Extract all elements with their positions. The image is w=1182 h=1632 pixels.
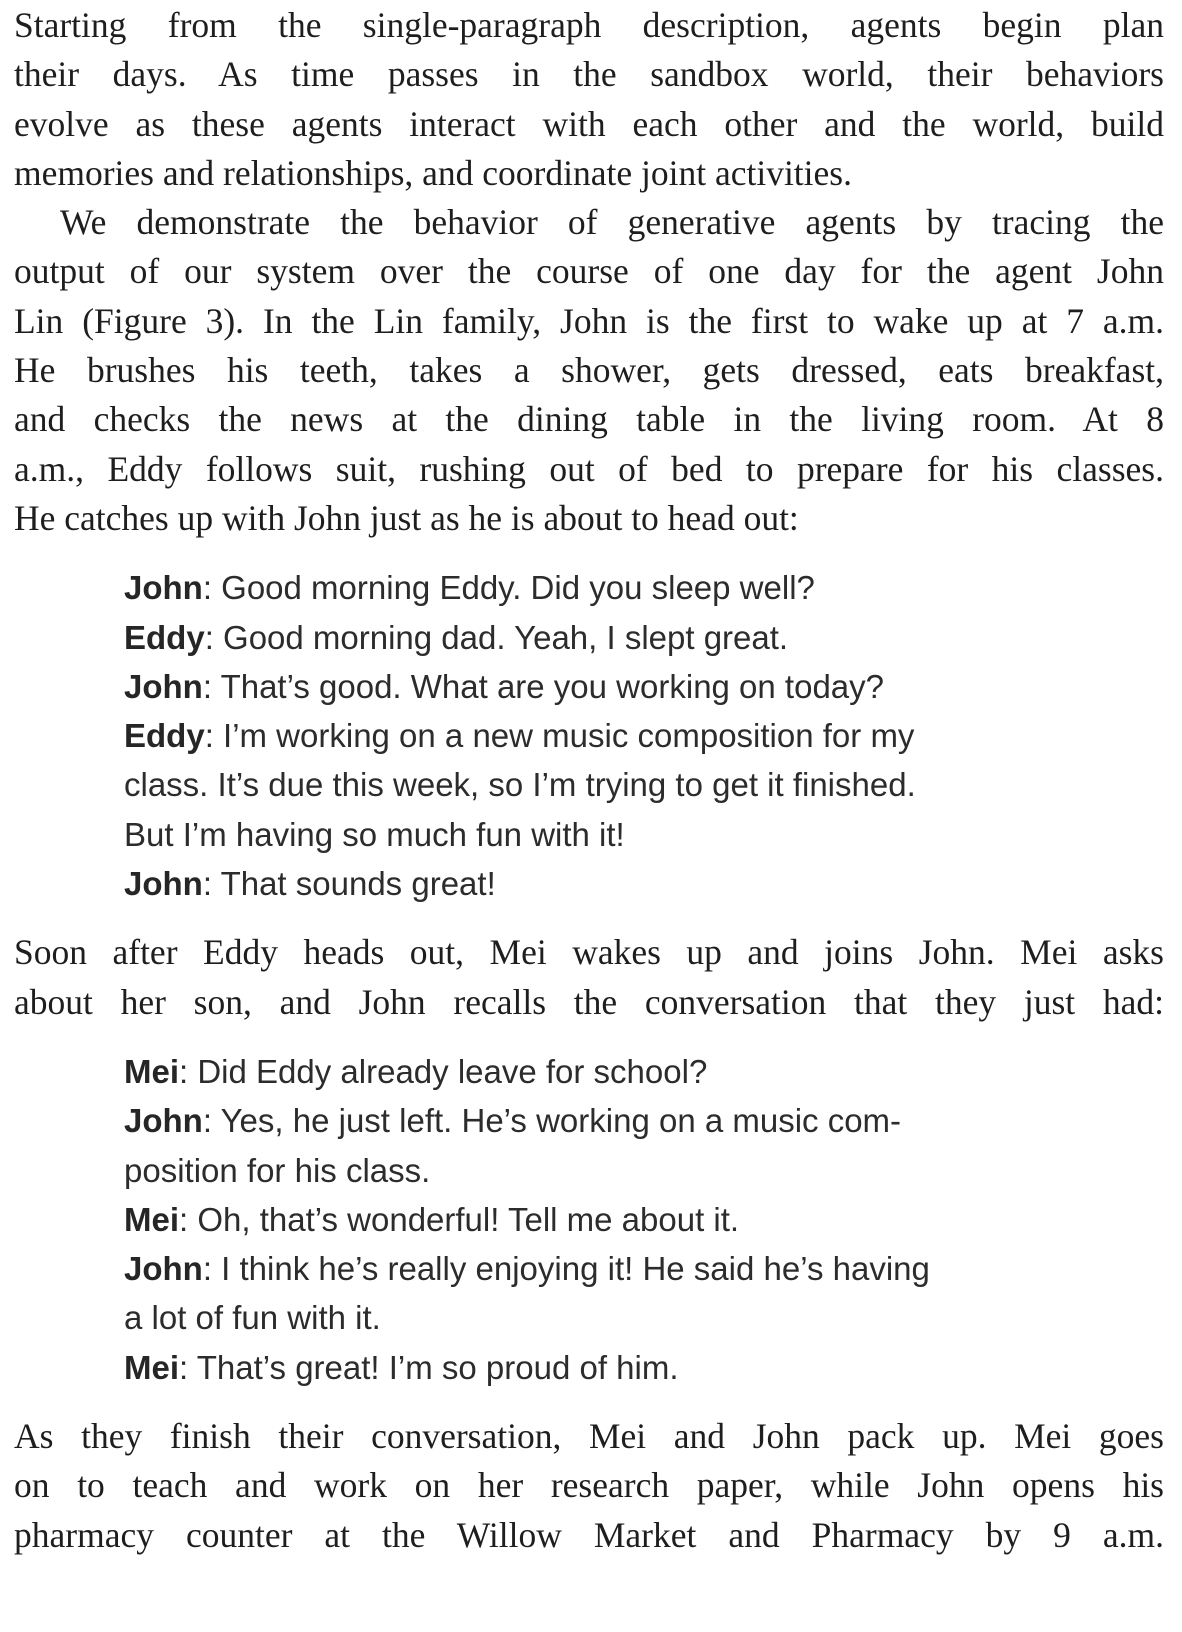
speaker-name: Mei bbox=[124, 1200, 180, 1238]
dialogue-turn bbox=[124, 1047, 1164, 1096]
text-line: pharmacy counter at the Willow Market and Pharmacy by 9 a.m. bbox=[14, 1514, 1164, 1555]
dialogue-turn bbox=[124, 1096, 1164, 1145]
dialogue-mei-john bbox=[14, 1047, 1164, 1392]
speaker-name: John bbox=[124, 1250, 203, 1288]
text-line: on to teach and work on her research paper, while John opens his bbox=[14, 1465, 1164, 1506]
dialogue-text: : Good morning dad. Yeah, I slept great. bbox=[204, 618, 789, 656]
dialogue-text: : That sounds great! bbox=[202, 865, 496, 903]
paragraph-john-lin-day bbox=[14, 198, 1164, 543]
dialogue-text: : I’m working on a new music composition for my bbox=[204, 717, 915, 755]
dialogue-text: : That’s great! I’m so proud of him. bbox=[179, 1348, 679, 1386]
dialogue-turn bbox=[124, 662, 1164, 711]
dialogue-text: a lot of fun with it. bbox=[124, 1299, 381, 1337]
text-line: memories and relationships, and coordinate joint activities. bbox=[14, 152, 852, 193]
dialogue-text: class. It’s due this week, so I’m trying to get it finished. bbox=[124, 766, 916, 804]
speaker-name: Mei bbox=[124, 1052, 180, 1090]
speaker-name: Eddy bbox=[124, 717, 205, 755]
text-line: output of our system over the course of one day for the agent John bbox=[14, 251, 1164, 292]
speaker-name: John bbox=[124, 667, 203, 705]
dialogue-text: : I think he’s really enjoying it! He said he’s having bbox=[202, 1250, 930, 1288]
dialogue-turn bbox=[124, 711, 1164, 760]
dialogue-turn bbox=[124, 563, 1164, 612]
dialogue-turn bbox=[124, 1244, 1164, 1293]
dialogue-text: : Did Eddy already leave for school? bbox=[179, 1052, 708, 1090]
dialogue-turn bbox=[124, 1195, 1164, 1244]
speaker-name: John bbox=[124, 865, 203, 903]
paragraph-pack-up bbox=[14, 1412, 1164, 1560]
dialogue-text: : Good morning Eddy. Did you sleep well? bbox=[202, 569, 815, 607]
text-line: and checks the news at the dining table in the living room. At 8 bbox=[14, 399, 1164, 440]
dialogue-turn bbox=[124, 1343, 1164, 1392]
text-line: He catches up with John just as he is about to head out: bbox=[14, 497, 799, 538]
paragraph-intro bbox=[14, 1, 1164, 198]
dialogue-text: : Oh, that’s wonderful! Tell me about it. bbox=[179, 1200, 740, 1238]
paragraph-mei-wakes bbox=[14, 928, 1164, 1027]
speaker-name: John bbox=[124, 1102, 203, 1140]
text-line: Starting from the single-paragraph description, agents begin plan bbox=[14, 5, 1164, 45]
text-line: We demonstrate the behavior of generative agents by tracing the bbox=[60, 202, 1164, 243]
dialogue-text: : That’s good. What are you working on today? bbox=[202, 667, 885, 705]
paper-page bbox=[14, 0, 1164, 1560]
text-line: a.m., Eddy follows suit, rushing out of bed to prepare for his classes. bbox=[14, 448, 1164, 489]
dialogue-text: : Yes, he just left. He’s working on a music com- bbox=[202, 1102, 902, 1140]
text-line: their days. As time passes in the sandbox world, their behaviors bbox=[14, 54, 1164, 95]
dialogue-turn bbox=[124, 859, 1164, 908]
dialogue-text: position for his class. bbox=[124, 1151, 431, 1189]
speaker-name: Eddy bbox=[124, 618, 205, 656]
text-line: As they finish their conversation, Mei and John pack up. Mei goes bbox=[14, 1416, 1164, 1457]
text-line: about her son, and John recalls the conversation that they just had: bbox=[14, 981, 1164, 1022]
dialogue-turn bbox=[124, 613, 1164, 662]
speaker-name: John bbox=[124, 569, 203, 607]
speaker-name: Mei bbox=[124, 1348, 180, 1386]
dialogue-john-eddy bbox=[14, 563, 1164, 908]
text-line: evolve as these agents interact with each other and the world, build bbox=[14, 103, 1164, 144]
text-line: He brushes his teeth, takes a shower, gets dressed, eats breakfast, bbox=[14, 350, 1164, 391]
dialogue-text: But I’m having so much fun with it! bbox=[124, 815, 625, 853]
text-line: Lin (Figure 3). In the Lin family, John is the first to wake up at 7 a.m. bbox=[14, 300, 1164, 341]
text-line: Soon after Eddy heads out, Mei wakes up and joins John. Mei asks bbox=[14, 932, 1164, 973]
